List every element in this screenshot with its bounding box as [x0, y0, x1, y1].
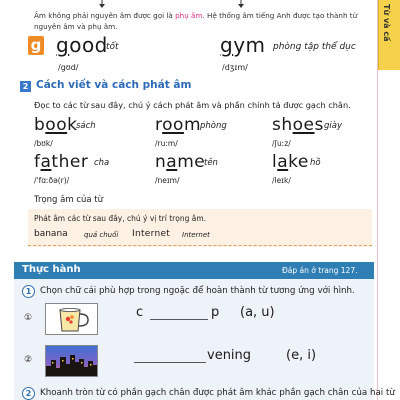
section-number: 2 — [20, 81, 31, 92]
word-name: name — [155, 152, 206, 172]
word-book: book — [34, 115, 78, 135]
answer-reference[interactable]: Đáp án ở trang 127. — [282, 266, 358, 275]
item-1-options: (a, u) — [240, 305, 275, 320]
stress-title: Trọng âm của từ — [34, 195, 104, 205]
chapter-tab-label: Từ và cấ — [382, 4, 391, 42]
word-father: father — [34, 152, 89, 172]
item-1-start: c — [136, 305, 144, 320]
item-2-end: vening — [207, 348, 252, 363]
cup-image — [45, 303, 98, 335]
item-2-label: ② — [24, 355, 33, 365]
stress-meaning-banana: quả chuối — [84, 231, 119, 239]
word-shoes: shoes — [272, 115, 324, 135]
practice-panel — [14, 279, 374, 400]
cup-icon — [46, 304, 98, 335]
word-lake: lake — [272, 152, 309, 172]
word-gym: gym — [220, 33, 266, 57]
meaning-room: phòng — [200, 121, 227, 131]
question-2-number: 2 — [22, 387, 35, 400]
section-title: Cách viết và cách phát âm — [36, 79, 192, 91]
item-2-blank[interactable] — [134, 362, 206, 363]
practice-title: Thực hành — [22, 264, 81, 275]
stress-word-internet: Internet — [132, 229, 171, 239]
ipa-father: /ˈfɑːðə(r)/ — [34, 176, 70, 185]
word-room: room — [155, 115, 201, 135]
item-1-blank[interactable] — [150, 319, 208, 320]
intro-note: Âm không phải nguyên âm được gọi là phụ âm. Hệ thống âm tiếng Anh được tạo thành từ nguyên âm và phụ âm. — [34, 11, 358, 31]
letter-badge: g — [28, 36, 44, 55]
ipa-book: /bʊk/ — [34, 139, 53, 148]
question-1-text: Chọn chữ cái phù hợp trong ngoặc để hoàn thành từ tương ứng với hình. — [40, 286, 355, 296]
meaning-lake: hồ — [310, 158, 321, 168]
highlight-term: phụ âm — [175, 11, 203, 20]
dashed-divider — [28, 245, 372, 246]
item-1-label: ① — [24, 313, 33, 323]
stress-meaning-internet: Internet — [182, 231, 210, 239]
meaning-father: cha — [94, 158, 110, 168]
word-good: good — [56, 33, 108, 57]
ipa-shoes: /ʃuːz/ — [272, 139, 291, 148]
stress-instruction: Phát âm các từ sau đây, chú ý vị trí trọng âm. — [34, 214, 207, 223]
section-instruction: Đọc to các từ sau đây, chú ý cách phát âm và phần chính tả được gạch chân. — [34, 100, 351, 110]
meaning-shoes: giày — [324, 121, 342, 131]
ipa-name: /neɪm/ — [155, 176, 180, 185]
ipa-good: /gʊd/ — [58, 63, 79, 72]
ipa-lake: /leɪk/ — [272, 176, 291, 185]
evening-image — [45, 345, 98, 377]
ipa-gym: /dʒɪm/ — [222, 63, 248, 72]
question-2-text: Khoanh tròn từ có phần gạch chân được phát âm khác phần gạch chân của hai từ — [40, 388, 395, 398]
question-1-number: 1 — [22, 285, 35, 298]
stress-word-banana: banana — [34, 229, 68, 239]
item-2-options: (e, i) — [286, 348, 317, 363]
arrow-icons — [0, 0, 400, 8]
meaning-gym: phòng tập thể dục — [273, 42, 356, 52]
chapter-tab[interactable] — [378, 0, 400, 70]
meaning-name: tên — [204, 158, 218, 168]
item-1-end: p — [211, 305, 220, 320]
city-sunset-icon — [46, 346, 98, 377]
meaning-good: tốt — [106, 42, 119, 52]
ipa-room: /ruːm/ — [155, 139, 178, 148]
meaning-book: sách — [76, 121, 96, 131]
